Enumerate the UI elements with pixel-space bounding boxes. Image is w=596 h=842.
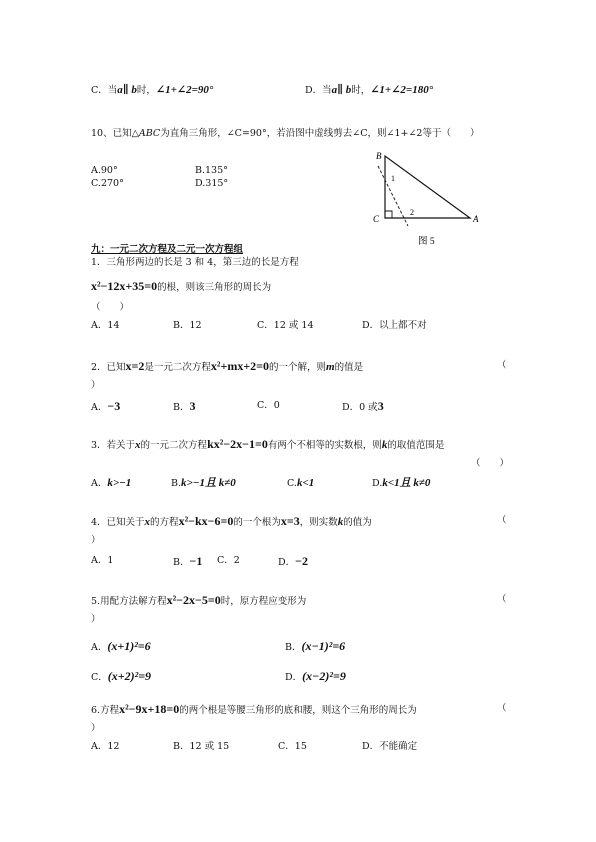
- math-expression: −3: [107, 399, 121, 413]
- math-expression: k: [381, 439, 388, 451]
- q1-option-c: C．12 或 14: [257, 320, 314, 331]
- question-10-stem: [91, 128, 479, 140]
- q2-option-a: [91, 400, 120, 414]
- triangle-abc: [385, 156, 470, 218]
- math-expression: (x+1)²=6: [107, 639, 151, 653]
- answer-bracket-open: （: [497, 515, 507, 526]
- answer-bracket: （ ）: [471, 458, 510, 469]
- math-expression: ∠1+∠2: [386, 128, 423, 139]
- math-expression: k>−1且 k≠0: [181, 477, 236, 489]
- option-label: C．: [91, 672, 108, 683]
- question-text: 5.用配方法解方程: [91, 596, 167, 607]
- question-text: 有两个不相等的实数根，则: [267, 440, 382, 451]
- question-text: 的值为: [343, 517, 372, 528]
- question-text: ，则实数: [299, 517, 338, 528]
- question-text: 的一个根为: [233, 517, 281, 528]
- math-expression: x: [135, 439, 141, 451]
- question-text: 的方程: [150, 517, 179, 528]
- math-expression: x²−9x+18=0: [119, 702, 180, 716]
- question-text: 时，原方程应变形为: [220, 596, 307, 607]
- math-expression: k<1: [296, 477, 315, 489]
- question-5-stem: [91, 594, 306, 608]
- q5-option-a: [91, 640, 151, 654]
- vertex-label-b: B: [376, 151, 382, 161]
- q4-option-c: C．2: [217, 555, 240, 566]
- math-expression: k: [337, 516, 344, 528]
- q1-option-b: B．12: [173, 320, 202, 331]
- option-label: D.: [372, 478, 383, 489]
- question-2-stem: [91, 360, 363, 374]
- math-expression: ∠1+∠2=90°: [155, 84, 214, 96]
- math-expression: a∥ b: [117, 84, 137, 96]
- question-text: 的两个根是等腰三角形的底和腰，则这个三角形的周长为: [179, 705, 417, 716]
- vertex-label-c: C: [373, 214, 380, 224]
- question-text: 的取值范围是: [387, 440, 445, 451]
- question-4-stem: [91, 515, 372, 529]
- prev-option-c: [91, 84, 213, 97]
- option-text: 时，: [136, 85, 156, 96]
- question-text: 为直角三角形，: [160, 128, 227, 139]
- question-text: 10、已知: [91, 128, 132, 139]
- q4-option-b: [173, 555, 202, 569]
- figure-caption: 图 5: [418, 237, 435, 247]
- option-label: D．: [278, 557, 296, 568]
- q3-option-a: [91, 477, 131, 490]
- section-title: 九：一元二次方程及二元一次方程组: [91, 244, 244, 255]
- question-text: ，则: [367, 128, 387, 139]
- q5-option-c: [91, 670, 151, 684]
- vertex-label-a: A: [473, 214, 479, 224]
- q1-option-a: A．14: [91, 320, 120, 331]
- option-label: B．: [173, 557, 190, 568]
- q3-option-c: [287, 477, 314, 490]
- question-text: 的一个解，则: [269, 362, 327, 373]
- math-expression: x²−kx−6=0: [178, 514, 234, 528]
- math-expression: −2: [295, 554, 308, 568]
- angle-label-2: 2: [410, 208, 414, 217]
- question-text: 6.方程: [91, 705, 120, 716]
- answer-bracket: 等于（ ）: [422, 128, 480, 139]
- math-expression: x=3: [280, 514, 300, 528]
- math-expression: 3: [189, 399, 196, 413]
- q2-option-c: C．0: [257, 400, 280, 411]
- question-text: 3．若关于: [91, 440, 136, 451]
- math-expression: k>−1: [107, 477, 132, 489]
- answer-bracket-open: （: [497, 594, 507, 605]
- math-expression: ∠C: [352, 128, 368, 139]
- question-3-stem: [91, 438, 444, 452]
- answer-bracket-close: ）: [91, 535, 101, 546]
- math-expression: k<1且 k≠0: [382, 477, 431, 489]
- option-label: A．: [91, 402, 108, 413]
- option-label: B.: [171, 478, 182, 489]
- q6-option-b: B．12 或 15: [173, 741, 230, 752]
- q10-option-d: D.315°: [195, 178, 229, 189]
- q2-option-d: [342, 400, 384, 414]
- option-label: B．: [173, 402, 190, 413]
- math-expression: ∠1+∠2=180°: [370, 84, 434, 96]
- q10-option-a: A.90°: [91, 165, 118, 176]
- question-text: 4．已知关于: [91, 517, 145, 528]
- option-label: D．当: [305, 85, 332, 96]
- answer-bracket: （ ）: [91, 302, 130, 313]
- q4-option-a: A．1: [91, 555, 114, 566]
- question-1-line2: [91, 280, 271, 294]
- question-text: 2．已知: [91, 362, 126, 373]
- math-expression: x=2: [125, 359, 145, 373]
- math-expression: (x−1)²=6: [301, 639, 346, 653]
- question-text: 的值是: [334, 362, 364, 373]
- q5-option-b: [285, 640, 345, 654]
- math-expression: a∥ b: [331, 84, 352, 96]
- q5-option-d: [285, 670, 346, 684]
- math-expression: x²+mx+2=0: [210, 359, 270, 373]
- answer-bracket-close: ）: [91, 614, 101, 625]
- q2-option-b: [173, 400, 195, 414]
- answer-bracket-close: ）: [91, 380, 101, 391]
- answer-bracket-open: （: [497, 703, 507, 714]
- option-label: D．: [285, 672, 303, 683]
- math-expression: △ABC: [131, 128, 161, 139]
- q6-option-d: D．不能确定: [362, 741, 418, 752]
- question-6-stem: [91, 703, 417, 717]
- option-label: A．: [91, 642, 108, 653]
- question-text: 的根，则该三角形的周长为: [157, 282, 272, 293]
- math-expression: x²−2x−5=0: [166, 593, 221, 607]
- math-expression: (x−2)²=9: [302, 669, 346, 683]
- q6-option-c: C．15: [278, 741, 307, 752]
- option-label: C.: [287, 478, 297, 489]
- prev-option-d: [305, 84, 433, 97]
- q10-option-b: B.135°: [195, 165, 228, 176]
- question-text: 是一元二次方程: [144, 362, 211, 373]
- angle-label-1: 1: [391, 174, 395, 183]
- right-angle-mark: [385, 211, 392, 218]
- answer-bracket-close: ）: [91, 723, 101, 734]
- math-expression: ∠C=90°，: [226, 128, 277, 139]
- option-label: A．: [91, 478, 108, 489]
- q6-option-a: A．12: [91, 741, 120, 752]
- question-1-line1: 1．三角形两边的长是 3 和 4，第三边的长是方程: [91, 257, 299, 268]
- option-label: B．: [285, 642, 302, 653]
- question-text: 若沿图中虚线剪去: [276, 128, 353, 139]
- q3-option-d: [372, 477, 430, 490]
- q3-option-b: [171, 477, 236, 490]
- math-expression: −1: [189, 554, 203, 568]
- q4-option-d: [278, 555, 308, 569]
- math-expression: m: [326, 361, 335, 373]
- question-text: 的一元二次方程: [140, 440, 208, 451]
- option-text: 时，: [351, 85, 371, 96]
- math-expression: x: [144, 516, 151, 528]
- answer-bracket-open: （: [497, 360, 507, 371]
- math-expression: kx²−2x−1=0: [207, 437, 268, 451]
- q1-option-d: D．以上都不对: [362, 320, 427, 331]
- option-label: C．当: [91, 85, 118, 96]
- option-label: D．0 或: [342, 402, 378, 413]
- q10-option-c: C.270°: [91, 178, 124, 189]
- math-expression: x²−12x+35=0: [91, 279, 158, 293]
- triangle-figure: [368, 148, 488, 248]
- math-expression: 3: [377, 399, 384, 413]
- math-expression: (x+2)²=9: [107, 669, 152, 683]
